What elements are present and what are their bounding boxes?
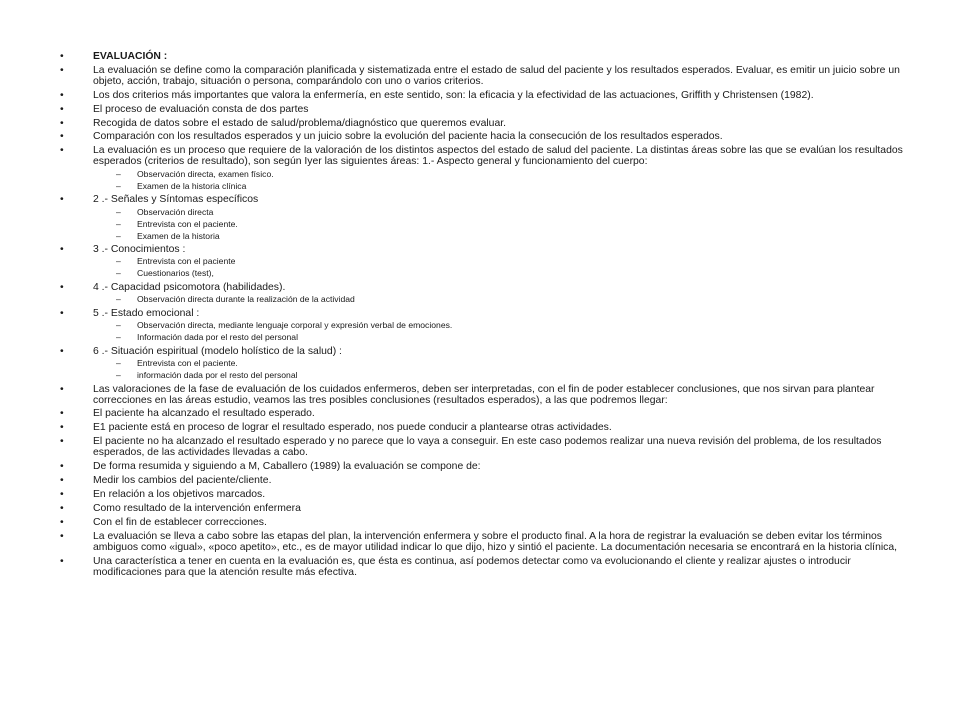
sub-bullet-item [93,294,920,305]
bullet-icon: • [60,502,64,514]
sub-bullet-item [93,256,920,267]
sub-bullet-text: Observación directa, examen físico. [137,168,274,179]
dash-icon: – [116,256,121,267]
slide-heading [60,51,920,62]
bullet-item [60,282,920,305]
sub-list [93,169,920,191]
dash-icon: – [116,168,121,179]
bullet-text: Comparación con los resultados esperados y un juicio sobre la evolución del paciente hacia la consecución de los resultados esperados. [93,131,723,143]
sub-bullet-text: Entrevista con el paciente. [137,358,238,369]
sub-bullet-text: Entrevista con el paciente [137,256,236,267]
sub-list [93,256,920,278]
bullet-icon: • [60,475,64,487]
dash-icon: – [116,358,121,369]
bullet-icon: • [60,345,64,357]
bullet-item [60,65,920,87]
bullet-item [60,131,920,142]
sub-bullet-text: Observación directa, mediante lenguaje corporal y expresión verbal de emociones. [137,320,453,331]
sub-bullet-text: Entrevista con el paciente. [137,218,238,229]
bullet-icon: • [60,89,64,101]
bullet-item [60,436,920,458]
bullet-text: Recogida de datos sobre el estado de salud/problema/diagnóstico que queremos evaluar. [93,117,507,129]
bullet-item [60,422,920,433]
bullet-text: Las valoraciones de la fase de evaluación de los cuidados enfermeros, deben ser interpretadas, con el fin de poder establecer conclusiones, que nos sirvan para plantear correcciones en las áreas estudio, veamos las tres posibles conclusiones (resultados esperados), a las que podremos llegar: [93,383,875,406]
bullet-icon: • [60,516,64,528]
bullet-text: EVALUACIÓN : [93,51,168,62]
bullet-item [60,346,920,381]
bullet-item [60,308,920,343]
bullet-icon: • [60,243,64,255]
bullet-icon: • [60,307,64,319]
sub-bullet-item [93,332,920,343]
dash-icon: – [116,370,121,381]
sub-list [93,207,920,241]
bullet-icon: • [60,51,64,62]
sub-bullet-text: Cuestionarios (test), [137,268,214,279]
sub-list [93,294,920,305]
dash-icon: – [116,320,121,331]
bullet-icon: • [60,117,64,129]
bullet-text: 5 .- Estado emocional : [93,307,200,319]
bullet-text: Como resultado de la intervención enfermera [93,502,301,514]
sub-bullet-text: Examen de la historia [137,230,220,241]
bullet-text: El paciente ha alcanzado el resultado esperado. [93,408,315,420]
dash-icon: – [116,206,121,217]
bullet-item [60,556,920,578]
bullet-text: 3 .- Conocimientos : [93,243,186,255]
dash-icon: – [116,268,121,279]
bullet-icon: • [60,194,64,206]
dash-icon: – [116,230,121,241]
bullet-icon: • [60,488,64,500]
sub-bullet-item [93,320,920,331]
bullet-item [60,461,920,472]
bullet-item [60,384,920,406]
bullet-item [60,118,920,129]
bullet-text: Los dos criterios más importantes que valora la enfermería, en este sentido, son: la eficacia y la efectividad de las actuaciones, Griffith y Christensen (1982). [93,89,814,101]
bullet-icon: • [60,436,64,448]
bullet-text: De forma resumida y siguiendo a M, Caballero (1989) la evaluación se compone de: [93,461,481,473]
sub-bullet-item [93,268,920,279]
sub-list [93,358,920,380]
bullet-text: Una característica a tener en cuenta en la evaluación es, que ésta es continua, así podemos detectar como va evolucionando el cliente y realizar ajustes o introducir modificaciones para que la atención resulte más efectiva. [93,555,851,578]
sub-bullet-item [93,370,920,381]
sub-bullet-text: Observación directa [137,206,214,217]
sub-bullet-item [93,219,920,230]
bullet-list [60,51,920,580]
bullet-item [60,145,920,191]
sub-bullet-item [93,207,920,218]
sub-bullet-text: Examen de la historia clínica [137,180,247,191]
bullet-text: E1 paciente está en proceso de lograr el resultado esperado, nos puede conducir a plantearse otras actividades. [93,422,612,434]
bullet-text: Con el fin de establecer correcciones. [93,516,267,528]
bullet-text: 6 .- Situación espiritual (modelo holístico de la salud) : [93,345,342,357]
sub-bullet-item [93,169,920,180]
bullet-item [60,90,920,101]
bullet-icon: • [60,145,64,157]
sub-bullet-text: Observación directa durante la realización de la actividad [137,294,355,305]
sub-bullet-text: Información dada por el resto del personal [137,332,298,343]
bullet-icon: • [60,422,64,434]
sub-bullet-item [93,358,920,369]
bullet-item [60,531,920,553]
bullet-text: El paciente no ha alcanzado el resultado esperado y no parece que lo vaya a conseguir. En este caso podemos realizar una nueva revisión del problema, de los resultados esperados, de las actividades llevadas a cabo. [93,436,882,459]
dash-icon: – [116,294,121,305]
bullet-text: La evaluación se define como la comparación planificada y sistematizada entre el estado de salud del paciente y los resultados esperados. Evaluar, es emitir un juicio sobre un objeto, acción, trabajo, situación o persona, comparándolo con uno o varios criterios. [93,64,900,87]
sub-bullet-item [93,181,920,192]
bullet-item [60,489,920,500]
bullet-text: En relación a los objetivos marcados. [93,488,266,500]
bullet-item [60,475,920,486]
dash-icon: – [116,332,121,343]
bullet-item [60,517,920,528]
bullet-icon: • [60,461,64,473]
dash-icon: – [116,218,121,229]
bullet-icon: • [60,408,64,420]
bullet-icon: • [60,131,64,143]
bullet-item [60,194,920,241]
bullet-text: Medir los cambios del paciente/cliente. [93,475,272,487]
bullet-icon: • [60,383,64,395]
bullet-icon: • [60,555,64,567]
bullet-icon: • [60,281,64,293]
bullet-item [60,408,920,419]
sub-list [93,320,920,342]
bullet-item [60,104,920,115]
bullet-text: El proceso de evaluación consta de dos partes [93,103,309,115]
bullet-item [60,244,920,279]
bullet-text: La evaluación se lleva a cabo sobre las etapas del plan, la intervención enfermera y sobre el producto final. A la hora de registrar la evaluación se deben evitar los términos ambiguos como «igual», «poco apetito», etc., es de mayor utilidad indicar lo que dijo, hizo y sintió el paciente. La documentación necesaria se encontrará en la historia clínica, [93,530,898,553]
bullet-icon: • [60,530,64,542]
sub-bullet-text: información dada por el resto del personal [137,370,298,381]
bullet-icon: • [60,64,64,76]
bullet-item [60,503,920,514]
sub-bullet-item [93,231,920,242]
bullet-icon: • [60,103,64,115]
bullet-text: La evaluación es un proceso que requiere de la valoración de los distintos aspectos del estado de salud del paciente. La distintas áreas sobre las que se evalúan los resultados esperados (criterios de resultado), son según Iyer las siguientes áreas: 1.- Aspecto general y funcionamiento del cuerpo: [93,145,903,168]
bullet-text: 4 .- Capacidad psicomotora (habilidades). [93,281,286,293]
dash-icon: – [116,180,121,191]
bullet-text: 2 .- Señales y Síntomas específicos [93,194,259,206]
